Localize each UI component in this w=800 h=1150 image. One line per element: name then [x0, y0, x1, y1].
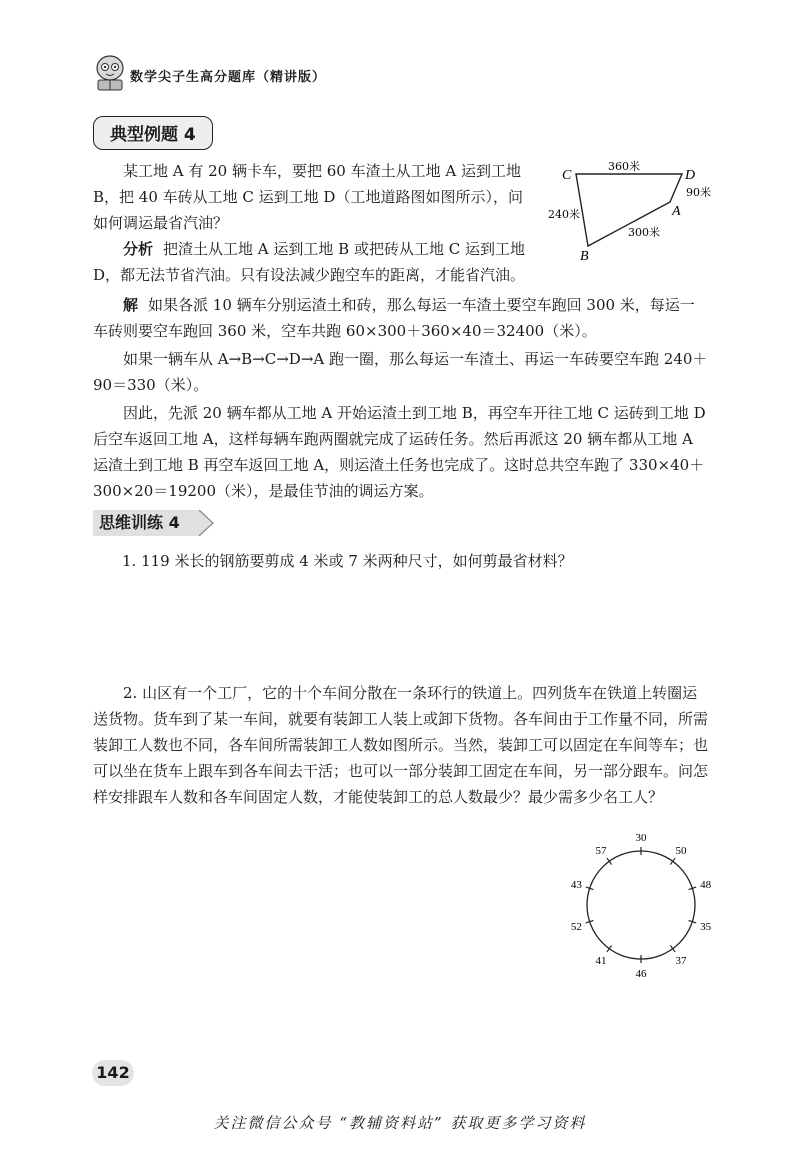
workshop-tick	[607, 858, 612, 864]
label-c: C	[562, 168, 572, 183]
question-1: 1. 119 米长的钢筋要剪成 4 米或 7 米两种尺寸，如何剪最省材料？	[122, 552, 573, 570]
label-d: D	[685, 168, 696, 183]
railway-circle-diagram	[560, 820, 730, 990]
workshop-label: 37	[675, 955, 687, 968]
edge-da-label: 90米	[686, 186, 711, 199]
example-problem: 某工地 A 有 20 辆卡车，要把 60 车渣土从工地 A 运到工地 B，把 40 车砖从工地 C 运到工地 D（工地道路图如图所示），问如何调运最省汽油？	[93, 162, 523, 232]
training-badge: 思维训练 4	[93, 510, 186, 536]
workshop-label: 52	[570, 921, 582, 934]
workshop-label: 43	[570, 878, 582, 891]
solution-paragraph-2: 如果一辆车从 A→B→C→D→A 跑一圈，那么每运一车渣土、再运一车砖要空车跑 240＋90＝330（米）。	[93, 350, 708, 394]
label-a: A	[672, 204, 681, 219]
solution-label: 解	[123, 296, 139, 314]
workshop-label: 57	[595, 844, 607, 857]
workshop-label: 50	[675, 844, 687, 857]
road-diagram	[540, 152, 720, 262]
edge-ba-label: 300米	[628, 226, 660, 239]
workshop-label: 41	[595, 955, 607, 968]
workshop-tick	[670, 945, 675, 951]
workshop-label: 30	[635, 832, 647, 844]
workshop-label: 46	[635, 968, 647, 980]
book-title: 数学尖子生高分题库（精讲版）	[130, 70, 327, 85]
edge-cd-label: 360米	[608, 160, 640, 173]
analysis-label: 分析	[123, 240, 154, 258]
arrow-right-icon	[185, 510, 215, 536]
workshop-label: 48	[700, 878, 712, 891]
solution-paragraph-1	[93, 292, 708, 344]
label-b: B	[580, 249, 589, 262]
edge-cb-label: 240米	[548, 208, 580, 221]
example-badge: 典型例题 4	[93, 116, 213, 150]
mascot-icon	[92, 52, 128, 92]
page-number: 142	[92, 1060, 134, 1086]
question-2: 2. 山区有一个工厂，它的十个车间分散在一条环行的铁道上。四列货车在铁道上转圈运送货物。货车到了某一车间，就要有装卸工人装上或卸下货物。各车间由于工作量不同，所需装卸工人数也不同，各车间所需装卸工人数如图所示。当然，装卸工可以固定在车间等车；也可以坐在货车上跟车到各车间去干活；也可以一部分装卸工固定在车间，另一部分跟车。问怎样安排跟车人数和各车间固定人数，才能使装卸工的总人数最少？最少需多少名工人？	[93, 684, 709, 806]
solution-paragraph-3: 因此，先派 20 辆车都从工地 A 开始运渣土到工地 B，再空车开往工地 C 运砖到工地 D 后空车返回工地 A，这样每辆车跑两圈就完成了运砖任务。然后再派这 20 辆车都从工地 A 运渣土到工地 B 再空车返回工地 A，则运渣土任务也完成了。这时总共空车跑了 330×40＋300×20＝19200（米），是最佳节油的调运方案。	[93, 404, 706, 500]
solution-text-1: 如果各派 10 辆车分别运渣土和砖，那么每运一车渣土要空车跑回 300 米，每运一车砖则要空车跑回 360 米，空车共跑 60×300＋360×40＝32400（米）。	[93, 296, 695, 340]
workshop-tick	[607, 945, 612, 951]
workshop-tick	[670, 858, 675, 864]
railway-ring	[587, 851, 695, 959]
footer-note: 关注微信公众号 “教辅资料站” 获取更多学习资料	[213, 1114, 587, 1132]
analysis-text: 把渣土从工地 A 运到工地 B 或把砖从工地 C 运到工地 D，都无法节省汽油。只有设法减少跑空车的距离，才能省汽油。	[93, 240, 526, 284]
analysis-paragraph	[93, 236, 533, 288]
workshop-label: 35	[700, 921, 712, 934]
